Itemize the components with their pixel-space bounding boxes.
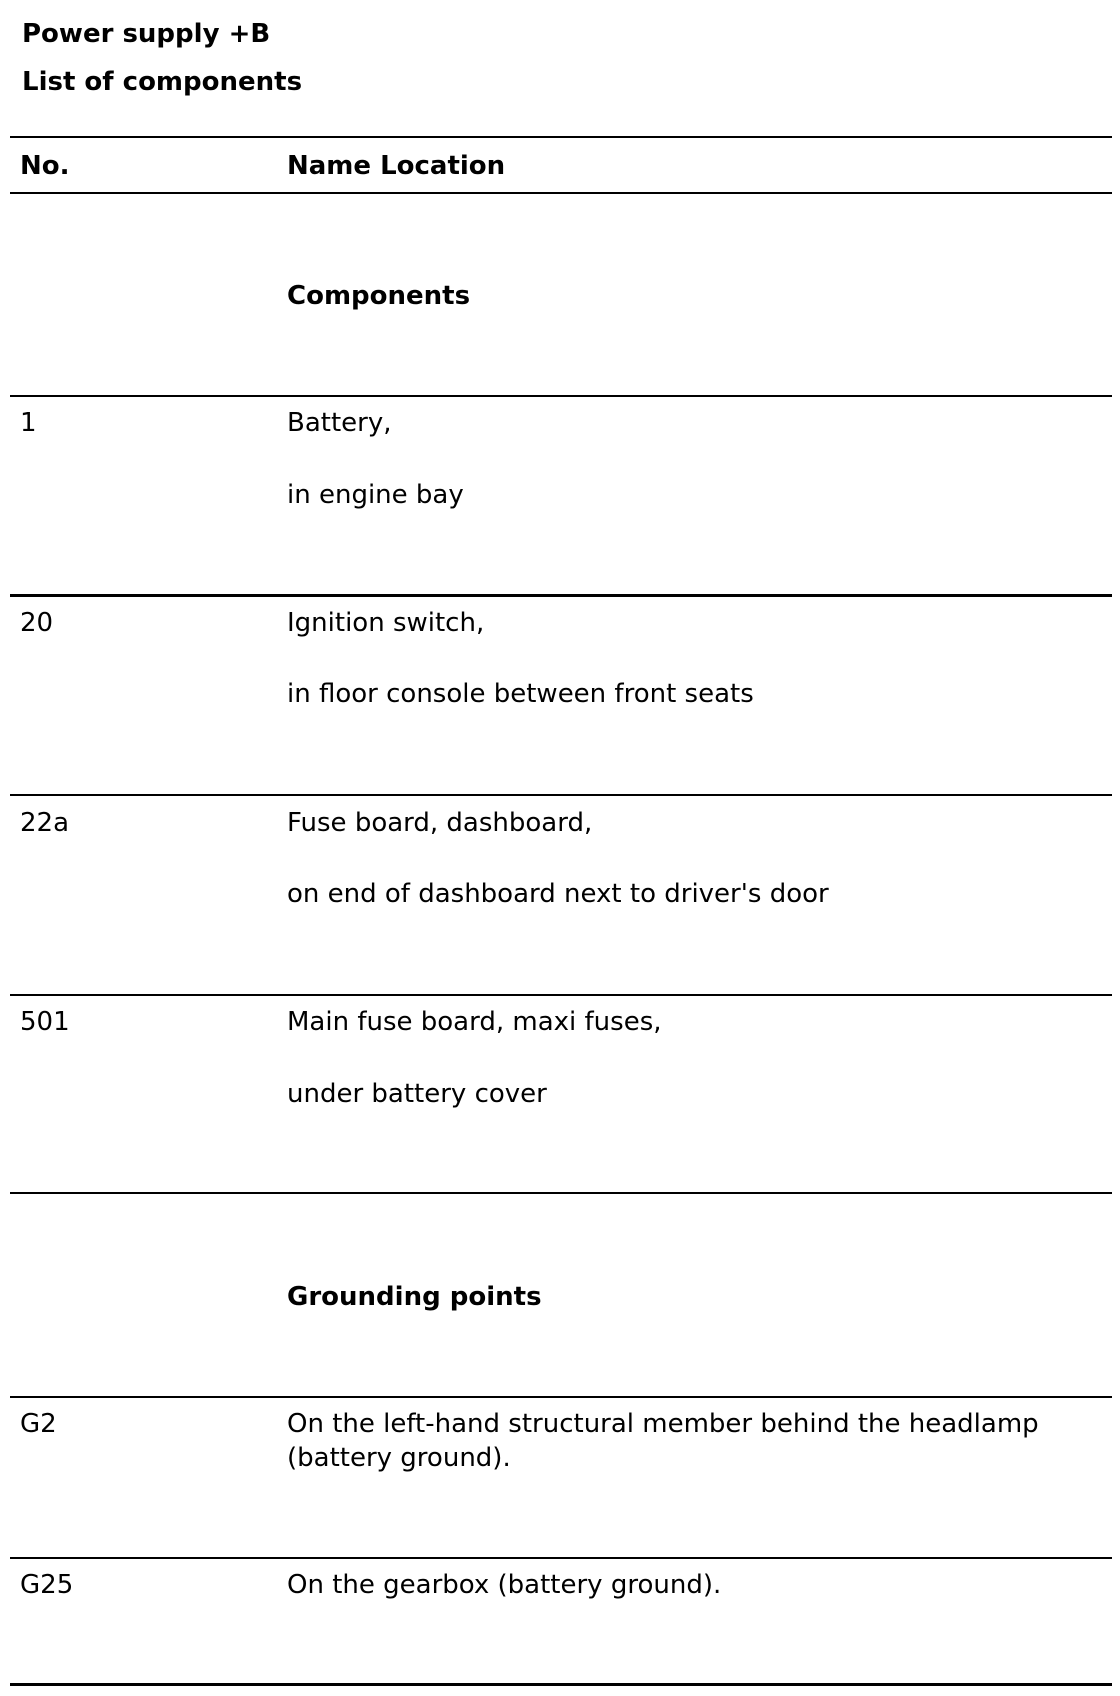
document-title: Power supply +B <box>22 19 271 49</box>
grounding-description: On the left-hand structural member behind the headlamp (battery ground). <box>287 1409 1039 1473</box>
row-separator <box>10 994 1112 996</box>
component-no: 22a <box>20 808 70 838</box>
component-name: Battery, <box>287 408 392 438</box>
grounding-no: G25 <box>20 1570 74 1600</box>
component-location: in engine bay <box>287 480 464 510</box>
table-bottom-rule <box>10 1683 1112 1686</box>
component-name: Ignition switch, <box>287 608 485 638</box>
component-no: 501 <box>20 1007 70 1037</box>
grounding-no: G2 <box>20 1409 57 1439</box>
component-name: Fuse board, dashboard, <box>287 808 593 838</box>
grounding-description: On the gearbox (battery ground). <box>287 1570 722 1600</box>
row-separator <box>10 1557 1112 1559</box>
header-no: No. <box>20 151 70 181</box>
component-name: Main fuse board, maxi fuses, <box>287 1007 662 1037</box>
component-no: 20 <box>20 608 54 638</box>
component-location: in floor console between front seats <box>287 679 754 709</box>
row-separator <box>10 1192 1112 1194</box>
row-separator <box>10 794 1112 796</box>
section-grounding-points: Grounding points <box>287 1282 542 1312</box>
section-components: Components <box>287 281 471 311</box>
component-location: on end of dashboard next to driver's door <box>287 879 829 909</box>
header-name-location: Name Location <box>287 151 506 181</box>
row-separator <box>10 395 1112 397</box>
document-subtitle: List of components <box>22 67 303 97</box>
header-bottom-rule <box>10 192 1112 194</box>
component-location: under battery cover <box>287 1079 547 1109</box>
row-separator <box>10 594 1112 597</box>
table-top-rule <box>10 136 1112 138</box>
component-no: 1 <box>20 408 37 438</box>
row-separator <box>10 1396 1112 1398</box>
